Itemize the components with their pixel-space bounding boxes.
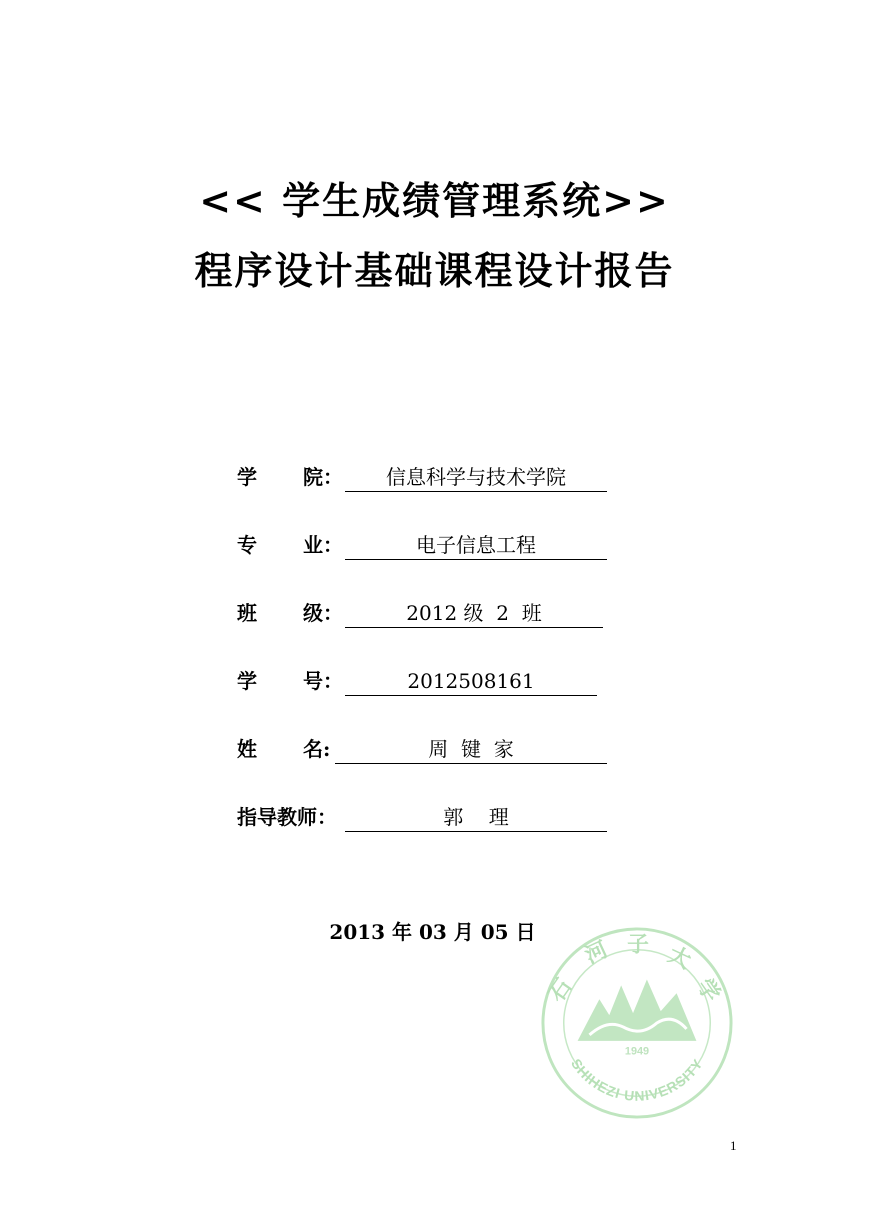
field-advisor-value: 郭 理 (345, 802, 607, 832)
field-college-value: 信息科学与技术学院 (345, 462, 607, 492)
field-class (237, 598, 617, 628)
seal-char-1: 石 (544, 974, 578, 1007)
seal-year: 1949 (624, 1045, 650, 1058)
seal-char-5: 学 (691, 974, 725, 1007)
report-title-line-1: << 学生成绩管理系统>> (199, 178, 670, 223)
field-student-id-value: 2012508161 (345, 666, 597, 696)
report-title-line-2: 程序设计基础课程设计报告 (194, 248, 675, 293)
field-major-value: 电子信息工程 (345, 530, 607, 560)
seal-char-4: 大 (664, 942, 695, 975)
report-date: 2013 年 03 月 05 日 (329, 920, 536, 944)
field-name-label: 姓 名: (237, 737, 331, 761)
field-major-label: 专 业： (237, 533, 343, 557)
field-advisor-label: 指导教师： (237, 805, 337, 829)
university-seal-icon (538, 924, 736, 1122)
field-class-label: 班 级： (237, 601, 343, 625)
page-number: 1 (730, 1138, 737, 1153)
field-major (237, 530, 617, 560)
field-name (237, 734, 617, 764)
field-student-id-label: 学 号： (237, 669, 343, 693)
field-college-label: 学 院： (237, 465, 343, 489)
field-student-id (237, 666, 617, 696)
field-class-value: 2012 级 2 班 (345, 598, 603, 628)
field-advisor (237, 802, 617, 832)
field-college (237, 462, 617, 492)
seal-char-3: 子 (627, 932, 649, 958)
svg-text:SHIHEZI UNIVERSITY (568, 1056, 706, 1104)
seal-english-text: SHIHEZI UNIVERSITY (567, 1055, 707, 1104)
field-name-value: 周 键 家 (335, 734, 607, 764)
seal-char-2: 河 (581, 937, 612, 970)
